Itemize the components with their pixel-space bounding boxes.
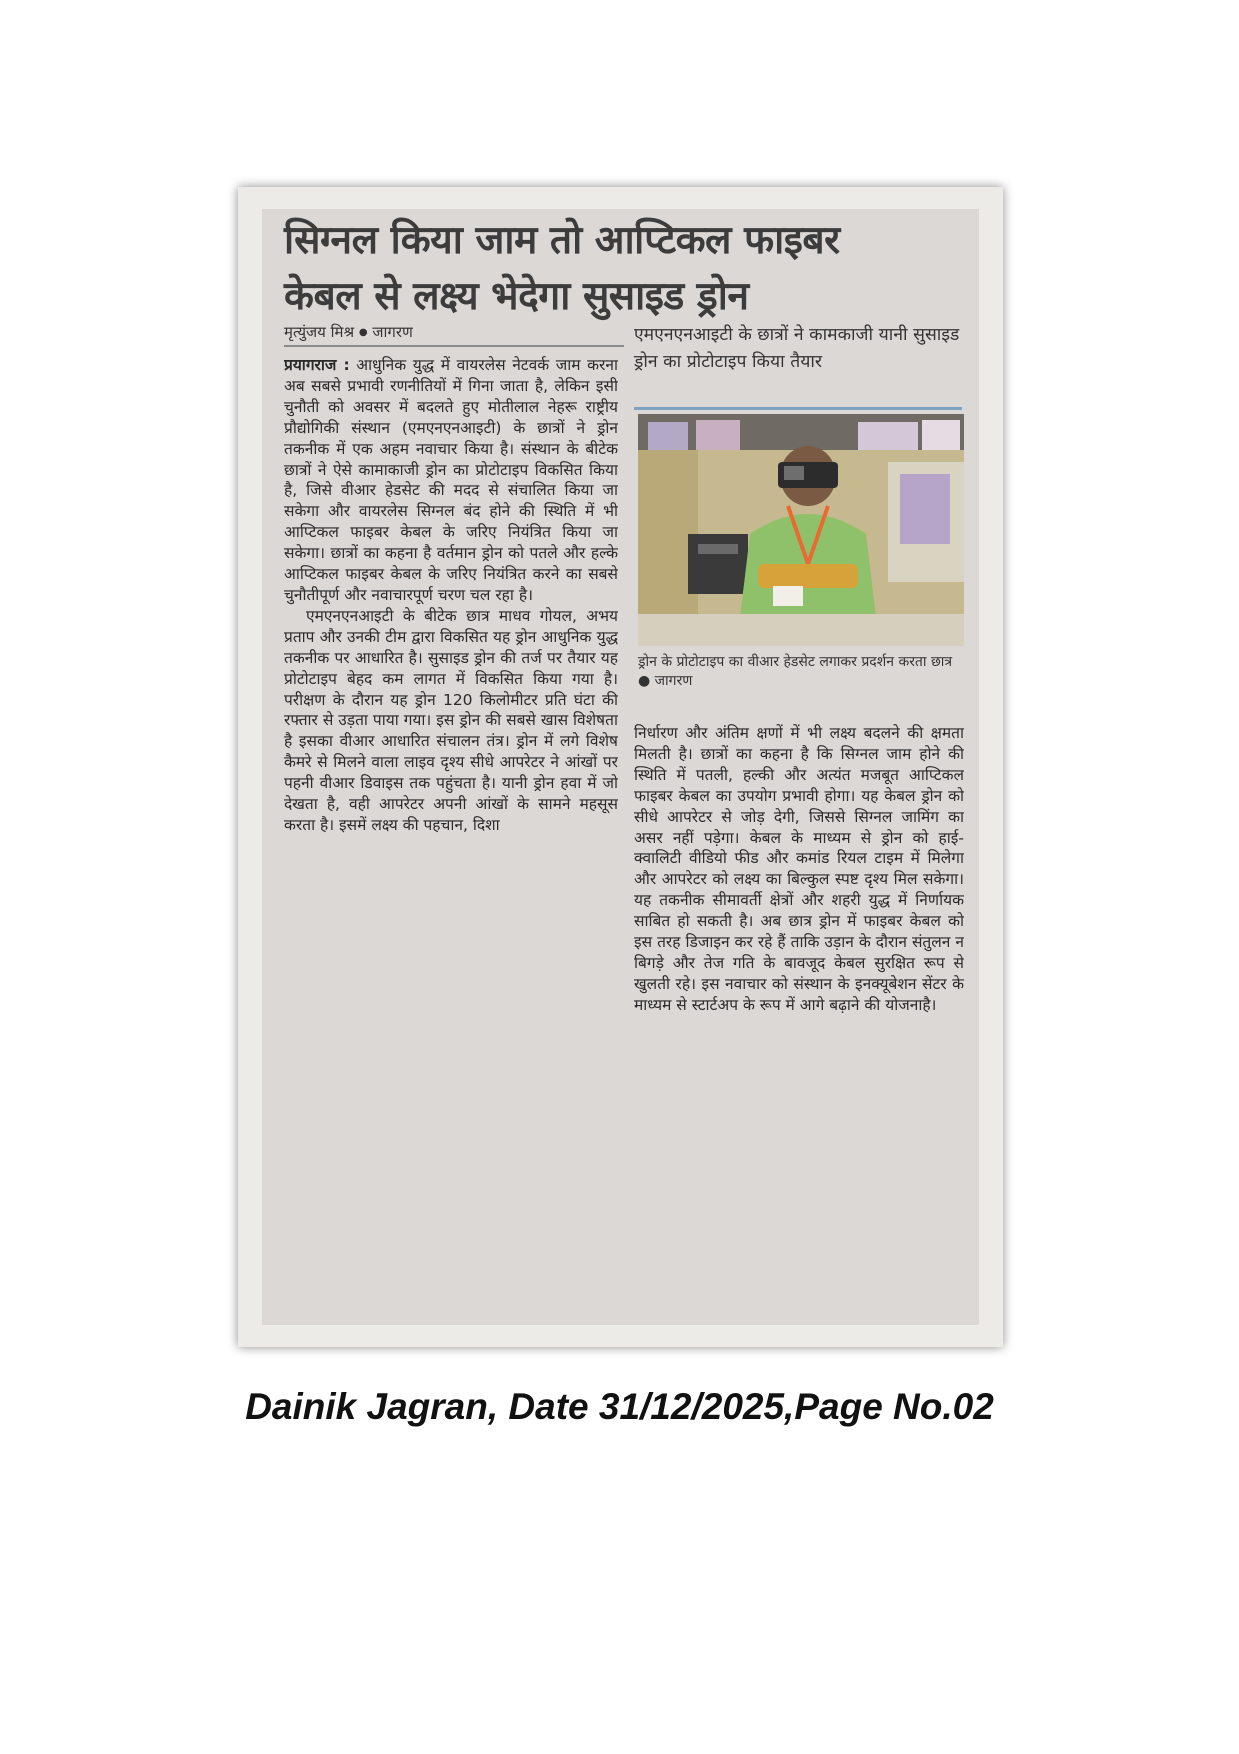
photo-caption (638, 653, 964, 691)
dateline: प्रयागराज : (284, 356, 350, 374)
photo-caption-text: ड्रोन के प्रोटोटाइप का वीआर हेडसेट लगाकर प्रदर्शन करता छात्र (638, 654, 953, 670)
headline (284, 213, 840, 325)
article-column-left (284, 355, 618, 1315)
article-column-right (634, 723, 964, 1313)
article-paragraph (284, 355, 618, 606)
bullet-dot-icon: ● (358, 327, 368, 338)
bullet-dot-icon: ● (638, 673, 651, 689)
byline (284, 322, 413, 342)
subheadline-divider (634, 407, 962, 410)
subheadline: एमएनएनआइटी के छात्रों ने कामकाजी यानी सुसाइड ड्रोन का प्रोटोटाइप किया तैयार (634, 325, 960, 372)
photo-caption-source: जागरण (654, 673, 693, 689)
clipping-frame (238, 187, 1003, 1347)
article-photo (638, 414, 964, 646)
headline-line-2: केबल से लक्ष्य भेदेगा सुसाइड ड्रोन (284, 274, 749, 319)
headline-line-1: सिग्नल किया जाम तो आप्टिकल फाइबर (284, 218, 840, 263)
student-vr-headset-photo-icon (638, 414, 964, 646)
article-paragraph: एमएनएनआइटी के बीटेक छात्र माधव गोयल, अभय प्रताप और उनकी टीम द्वारा विकसित यह ड्रोन आधुनिक युद्ध तकनीक पर आधारित है। सुसाइड ड्रोन की तर्ज पर तैयार यह प्रोटोटाइप बेहद कम लागत में विकसित किया गया है। परीक्षण के दौरान यह ड्रोन 120 किलोमीटर प्रति घंटा की रफ्तार से उड़ता पाया गया। इस ड्रोन की सबसे खास विशेषता है इसका वीआर आधारित संचालन तंत्र। ड्रोन में लगे विशेष कैमरे से मिलने वाला लाइव दृश्य सीधे आपरेटर ने आंखों पर पहनी वीआर डिवाइस तक पहुंचता है। यानी ड्रोन हवा में जो देखता है, वही आपरेटर अपनी आंखों के सामने महसूस करता है। इसमें लक्ष्य की पहचान, दिशा (284, 606, 618, 834)
byline-author: मृत्युंजय मिश्र (284, 323, 355, 341)
paragraph-text: आधुनिक युद्ध में वायरलेस नेटवर्क जाम करना अब सबसे प्रभावी रणनीतियों में गिना जाता है, लेकिन इसी चुनौती को अवसर में बदलते हुए मोतीलाल नेहरू राष्ट्रीय प्रौद्योगिकी संस्थान (एमएनएनआइटी) के छात्रों ने ड्रोन तकनीक में एक अहम नवाचार किया है। संस्थान के बीटेक छात्रों ने ऐसे कामाकाजी ड्रोन का प्रोटोटाइप विकसित किया है, जिसे वीआर हेडसेट की मदद से संचालित किया जा सकेगा और वायरलेस सिग्नल बंद होने की स्थिति में भी आप्टिकल फाइबर केबल के जरिए नियंत्रित किया जा सकेगा। छात्रों का कहना है वर्तमान ड्रोन को पतले और हल्के आप्टिकल फाइबर केबल के जरिए नियंत्रित करने का सबसे चुनौतीपूर्ण और नवाचारपूर्ण चरण चल रहा है। (284, 356, 618, 604)
newspaper-clipping (262, 209, 979, 1325)
source-citation: Dainik Jagran, Date 31/12/2025,Page No.02 (245, 1386, 994, 1427)
byline-divider (284, 345, 624, 347)
byline-source: जागरण (372, 323, 413, 341)
article-paragraph: निर्धारण और अंतिम क्षणों में भी लक्ष्य बदलने की क्षमता मिलती है। छात्रों का कहना है कि सिग्नल जाम होने की स्थिति में पतली, हल्की और अत्यंत मजबूत आप्टिकल फाइबर केबल का उपयोग प्रभावी होगा। यह केबल ड्रोन को सीधे आपरेटर से जोड़ देगी, जिससे सिग्नल जामिंग का असर नहीं पड़ेगा। केबल के माध्यम से ड्रोन को हाई-क्वालिटी वीडियो फीड और कमांड रियल टाइम में मिलेगा और आपरेटर को लक्ष्य का बिल्कुल स्पष्ट दृश्य मिल सकेगा। यह तकनीक सीमावर्ती क्षेत्रों और शहरी युद्ध में निर्णायक साबित हो सकती है। अब छात्र ड्रोन में फाइबर केबल को इस तरह डिजाइन कर रहे हैं ताकि उड़ान के दौरान संतुलन न बिगड़े और तेज गति के बावजूद केबल सुरक्षित रूप से खुलती रहे। इस नवाचार को संस्थान के इनक्यूबेशन सेंटर के माध्यम से स्टार्टअप के रूप में आगे बढ़ाने की योजनाहै। (634, 724, 964, 1014)
